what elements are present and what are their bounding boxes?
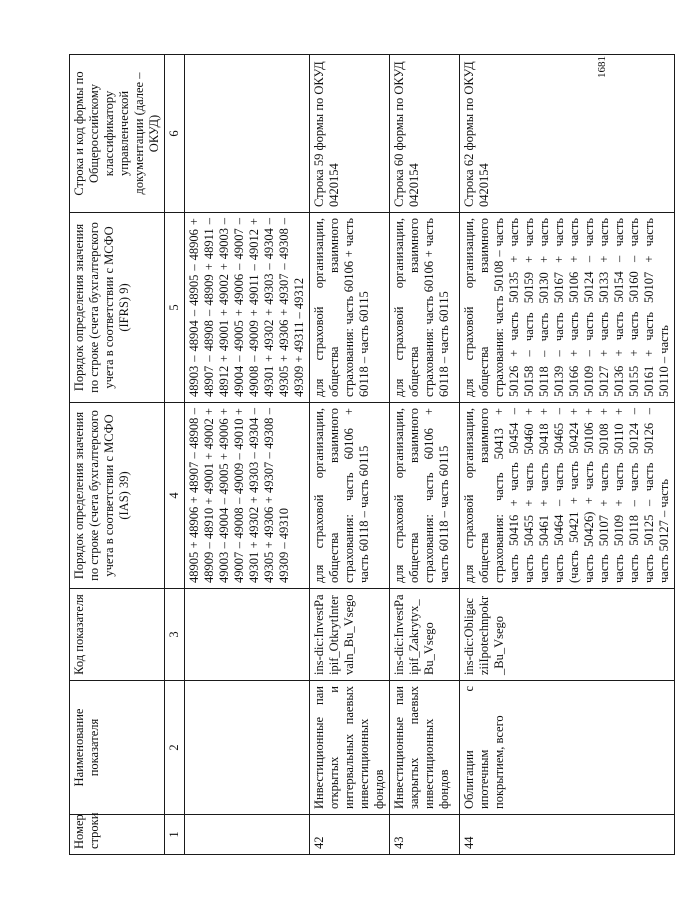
- ias39-formula-cell: для страховой организации, общества взаимного страхования: часть 60106 + часть 60118 – часть 60115: [390, 403, 460, 589]
- column-number: 4: [165, 403, 185, 589]
- ifrs9-formula-cell: 48903 – 48904 – 48905 – 48906 + 48907 – 48908 – 48909 + 48911 – 48912 + 49001 + 49002 + 49003 – 49004 – 49005 + 49006 – 49007 – 49008 – 49009 + 49011 – 49012 + 49301 + 49302 + 49303 – 49304 – 49305 + 49306 + 49307 – 49308 – 49309 + 49311 – 49312: [185, 213, 310, 403]
- ias39-formula-cell: 48905 + 48906 + 48907 – 48908 – 48909 – 48910 + 49001 + 49002 + 49003 – 49004 – 49005 + 49006 + 49007 – 49008 – 49009 – 49010 + 49301 + 49302 + 49303 – 49304 – 49305 + 49306 + 49307 – 49308 – 49309 – 49310: [185, 403, 310, 589]
- header-okud-form: Строка и код формы по Общероссийскому классификатору управленческой документации (далее – ОКУД): [70, 55, 165, 213]
- indicator-code-cell: ins-dic:InvestPaipif_OtkrytIntervaln_Bu_Vsego: [310, 589, 390, 681]
- table-row: [390, 55, 460, 855]
- ias39-formula-cell: для страховой организации, общества взаимного страхования: часть 50413 + часть 50416 + часть 50454 – часть 50455 + часть 50460 + часть 50461 + часть 50418 + часть 50464 – часть 50465 – (часть 50421 + часть 50424 + часть 50426) + часть 50106 + часть 50107 + часть 50108 + часть 50109 + часть 50110 + часть 50118 – часть 50124 – часть 50125 – часть 50126 – часть 50127 – часть: [460, 403, 675, 589]
- ifrs9-formula-cell: для страховой организации, общества взаимного страхования: часть 60106 + часть 60118 – часть 60115: [310, 213, 390, 403]
- table-row: [310, 55, 390, 855]
- ifrs9-formula-cell: для страховой организации, общества взаимного страхования: часть 60106 + часть 60118 – часть 60115: [390, 213, 460, 403]
- indicator-name-cell: Инвестиционные паи открытых и интервальных паевых инвестиционных фондов: [310, 681, 390, 815]
- table-row: [185, 55, 310, 855]
- column-number: 5: [165, 213, 185, 403]
- okud-cell: Строка 60 формы по ОКУД 0420154: [390, 55, 460, 213]
- okud-cell: Строка 62 формы по ОКУД 0420154: [460, 55, 675, 213]
- page-number: 1681: [596, 56, 608, 78]
- column-number: 6: [165, 55, 185, 213]
- okud-cell: Строка 59 формы по ОКУД 0420154: [310, 55, 390, 213]
- table-row: [460, 55, 675, 855]
- column-number: 1: [165, 815, 185, 855]
- rotated-page: [69, 55, 671, 855]
- column-number-row: [165, 55, 185, 855]
- row-number-cell: 44: [460, 815, 675, 855]
- header-row: [70, 55, 165, 855]
- ias39-formula-cell: для страховой организации, общества взаимного страхования: часть 60106 + часть 60118 – часть 60115: [310, 403, 390, 589]
- okud-cell: [185, 55, 310, 213]
- header-row-number: Номер строки: [70, 815, 165, 855]
- indicator-table: [69, 54, 675, 855]
- row-number-cell: 42: [310, 815, 390, 855]
- ifrs9-formula-cell: для страховой организации, общества взаимного страхования: часть 50108 – часть 50126 + часть 50135 + часть 50158 – часть 50159 + часть 50118 – часть 50130 + часть 50139 – часть 50167 + часть 50166 + часть 50106 + часть 50109 – часть 50124 – часть 50127 + часть 50133 + часть 50136 + часть 50154 – часть 50155 + часть 50160 – часть 50161 + часть 50107 + часть 50110 – часть: [460, 213, 675, 403]
- indicator-code-cell: [185, 589, 310, 681]
- header-indicator-code: Код показателя: [70, 589, 165, 681]
- indicator-code-cell: ins-dic:ObligacziiIpotechnpokr_Bu_Vsego: [460, 589, 675, 681]
- row-number-cell: [185, 815, 310, 855]
- indicator-name-cell: Облигации с ипотечным покрытием, всего: [460, 681, 675, 815]
- header-ias39-method: Порядок определения значения по строке (счета бухгалтерского учета в соответствии с МСФО (IAS) 39): [70, 403, 165, 589]
- column-number: 3: [165, 589, 185, 681]
- indicator-name-cell: [185, 681, 310, 815]
- row-number-cell: 43: [390, 815, 460, 855]
- indicator-name-cell: Инвестиционные паи закрытых паевых инвестиционных фондов: [390, 681, 460, 815]
- column-number: 2: [165, 681, 185, 815]
- header-indicator-name: Наименование показателя: [70, 681, 165, 815]
- header-ifrs9-method: Порядок определения значения по строке (счета бухгалтерского учета в соответствии с МСФО (IFRS) 9): [70, 213, 165, 403]
- indicator-code-cell: ins-dic:InvestPaipif_Zakrytyx_Bu_Vsego: [390, 589, 460, 681]
